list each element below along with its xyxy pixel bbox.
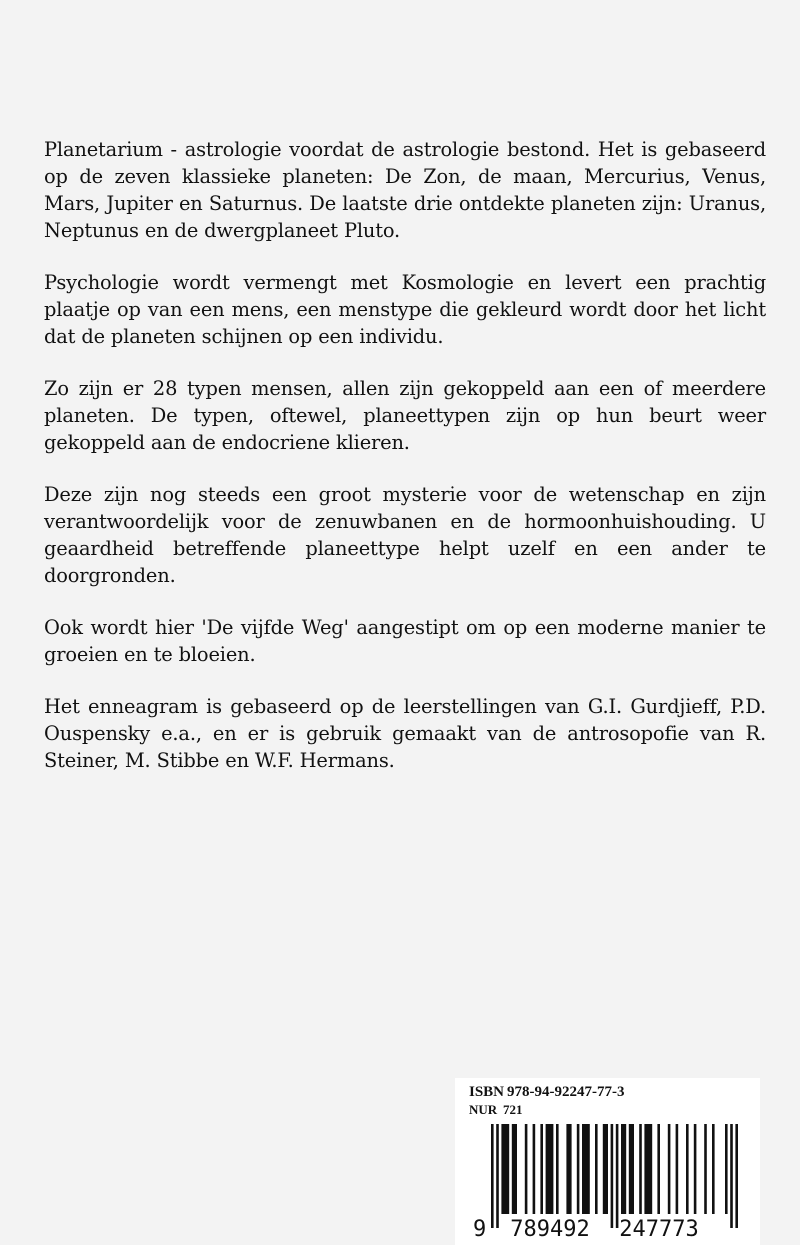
barcode-panel	[455, 1078, 760, 1245]
barcode-bar	[712, 1124, 715, 1214]
barcode-bar	[501, 1124, 509, 1214]
blurb-paragraph-2: Psychologie wordt vermengt met Kosmologie en levert een prachtig plaatje op van een mens, een menstype die gekleurd wordt door het licht dat de planeten schijnen op een individu.	[44, 271, 766, 348]
barcode-digit-first: 9	[473, 1217, 487, 1240]
ean13-barcode	[473, 1124, 743, 1240]
barcode-bar	[540, 1124, 543, 1214]
blurb-paragraph-3: Zo zijn er 28 typen mensen, allen zijn gekoppeld aan een of meerdere planeten. De typen, oftewel, planeettypen zijn op hun beurt weer gekoppeld aan de endocriene klieren.	[44, 377, 766, 454]
barcode-bar	[668, 1124, 671, 1214]
barcode-bar	[644, 1124, 652, 1214]
barcode-bar	[546, 1124, 554, 1214]
blurb-paragraph-5: Ook wordt hier 'De vijfde Weg' aangestipt om op een moderne manier te groeien en te bloeien.	[44, 616, 766, 666]
barcode-bar	[556, 1124, 559, 1214]
back-cover-blurb	[44, 136, 766, 799]
barcode-bar	[603, 1124, 608, 1214]
barcode-bar	[704, 1124, 707, 1214]
isbn-line	[469, 1084, 624, 1101]
barcode-guard-bar	[496, 1124, 499, 1228]
barcode-bar	[582, 1124, 590, 1214]
barcode-bar	[686, 1124, 689, 1214]
barcode-bar	[512, 1124, 517, 1214]
barcode-bar	[525, 1124, 528, 1214]
barcode-bar	[566, 1124, 571, 1214]
barcode-guard-bar	[616, 1124, 619, 1228]
isbn-number: 978-94-92247-77-3	[507, 1084, 625, 1100]
barcode-bar	[621, 1124, 626, 1214]
barcode-bar	[577, 1124, 580, 1214]
barcode-bar	[676, 1124, 679, 1214]
barcode-bar	[629, 1124, 634, 1214]
isbn-label: ISBN	[469, 1084, 505, 1100]
barcode-bar	[725, 1124, 728, 1214]
nur-label: NUR	[469, 1102, 498, 1117]
blurb-paragraph-4: Deze zijn nog steeds een groot mysterie voor de wetenschap en zijn verantwoordelijk voor de zenuwbanen en de hormoonhuishouding. U geaardheid betreffende planeettype helpt uzelf en een ander te doorgronden.	[44, 483, 766, 587]
nur-number: 721	[503, 1102, 523, 1117]
barcode-digits-left: 789492	[510, 1217, 590, 1240]
barcode-guard-bar	[735, 1124, 738, 1228]
blurb-paragraph-6: Het enneagram is gebaseerd op de leerstellingen van G.I. Gurdjieff, P.D. Ouspensky e.a., en er is gebruik gemaakt van de antrosopofie van R. Steiner, M. Stibbe en W.F. Hermans.	[44, 695, 766, 772]
barcode-digits-right: 247773	[619, 1217, 699, 1240]
barcode-bar	[533, 1124, 536, 1214]
barcode-bar	[639, 1124, 642, 1214]
nur-line	[469, 1102, 523, 1118]
barcode-bar	[657, 1124, 660, 1214]
barcode-bar	[595, 1124, 598, 1214]
barcode-bar	[694, 1124, 697, 1214]
barcode-bars	[491, 1124, 738, 1228]
barcode-guard-bar	[491, 1124, 494, 1228]
barcode-guard-bar	[611, 1124, 614, 1228]
barcode-guard-bar	[730, 1124, 733, 1228]
blurb-paragraph-1: Planetarium - astrologie voordat de astrologie bestond. Het is gebaseerd op de zeven klassieke planeten: De Zon, de maan, Mercurius, Venus, Mars, Jupiter en Saturnus. De laatste drie ontdekte planeten zijn: Uranus, Neptunus en de dwergplaneet Pluto.	[44, 138, 766, 242]
